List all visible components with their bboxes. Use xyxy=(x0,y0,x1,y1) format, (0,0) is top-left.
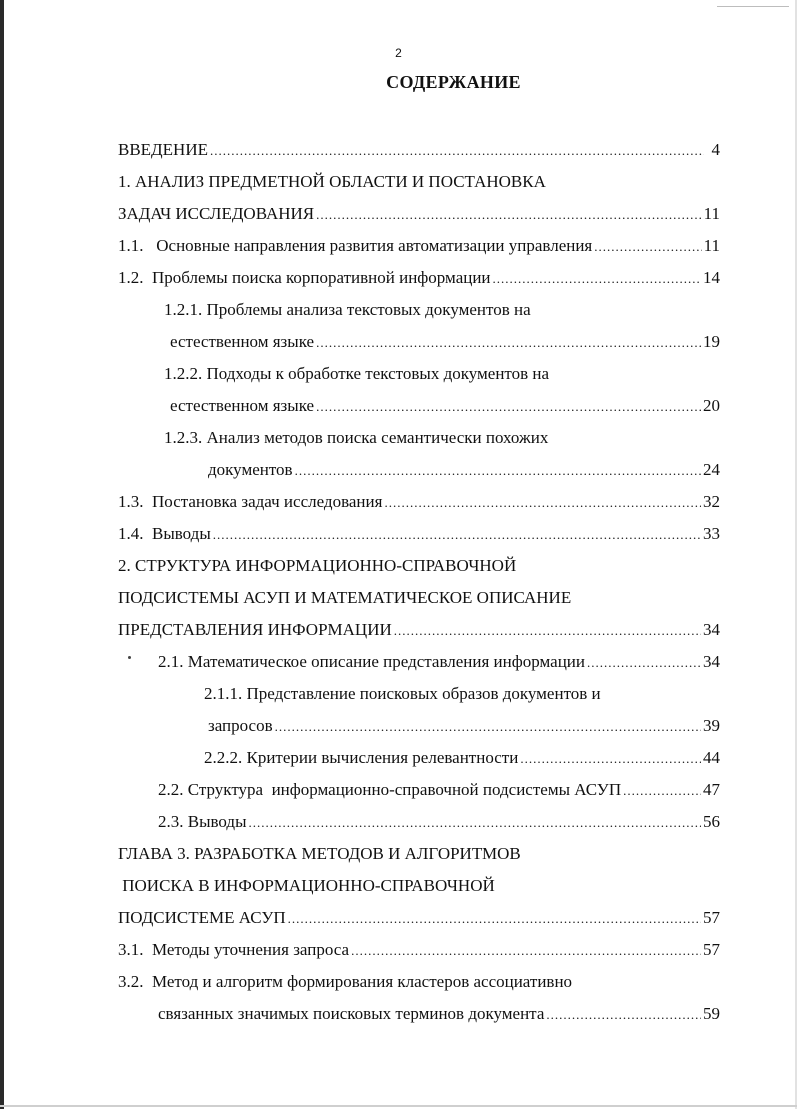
page-number: 2 xyxy=(395,46,402,60)
toc-entry-1-4[interactable] xyxy=(118,521,720,547)
toc-entry-1-2-2[interactable] xyxy=(170,393,720,419)
toc-entry-page: 32 xyxy=(703,492,720,511)
toc-entry-1-2-1-line-1[interactable] xyxy=(164,297,720,323)
toc-entry-text: 2.3. Выводы xyxy=(158,812,247,831)
toc-entry-page: 34 xyxy=(703,652,720,671)
toc-entry-text: 2.2.2. Критерии вычисления релевантности xyxy=(204,748,519,767)
toc-entry-text: ЗАДАЧ ИССЛЕДОВАНИЯ xyxy=(118,204,315,223)
toc-entry-page: 57 xyxy=(703,940,720,959)
toc-entry-page: 59 xyxy=(703,1004,720,1023)
toc-leader-dots xyxy=(275,714,701,740)
toc-entry-page: 11 xyxy=(703,236,720,255)
toc-entry-chapter-1[interactable] xyxy=(118,201,720,227)
toc-entry-text: 1.1. Основные направления развития автоматизации управления xyxy=(118,236,593,255)
toc-entry-page: 24 xyxy=(703,460,720,479)
toc-leader-dots xyxy=(394,618,701,644)
toc-entry-1-2-1[interactable] xyxy=(170,329,720,355)
toc-entry-page: 14 xyxy=(703,268,720,287)
toc-entry-2-3[interactable] xyxy=(158,809,720,835)
toc-leader-dots xyxy=(587,650,701,676)
toc-entry-text: ПРЕДСТАВЛЕНИЯ ИНФОРМАЦИИ xyxy=(118,620,392,639)
toc-entry-introduction[interactable] xyxy=(118,137,720,163)
toc-entry-chapter-2[interactable] xyxy=(118,617,720,643)
toc-leader-dots xyxy=(210,138,704,164)
toc-leader-dots xyxy=(316,202,701,228)
toc-entry-2-2-2[interactable] xyxy=(204,745,720,771)
toc-entry-page: 56 xyxy=(703,812,720,831)
toc-entry-1-2-3-line-1[interactable] xyxy=(164,425,720,451)
toc-entry-2-1-1[interactable] xyxy=(208,713,720,739)
toc-entry-text: запросов xyxy=(208,716,273,735)
toc-entry-text: 1.4. Выводы xyxy=(118,524,211,543)
toc-entry-text: ВВЕДЕНИЕ xyxy=(118,140,208,159)
toc-entry-chapter-2-line-1[interactable] xyxy=(118,553,720,579)
toc-leader-dots xyxy=(249,810,701,836)
scan-speck xyxy=(128,656,131,659)
toc-entry-page: 47 xyxy=(703,780,720,799)
toc-entry-text: 2.2. Структура информационно-справочной подсистемы АСУП xyxy=(158,780,622,799)
toc-entry-text: естественном языке xyxy=(170,396,315,415)
toc-entry-text: 1. АНАЛИЗ ПРЕДМЕТНОЙ ОБЛАСТИ И ПОСТАНОВКА xyxy=(118,172,546,191)
toc-entry-1-1[interactable] xyxy=(118,233,720,259)
toc-entry-text: 1.2. Проблемы поиска корпоративной информации xyxy=(118,268,491,287)
toc-leader-dots xyxy=(316,394,701,420)
toc-leader-dots xyxy=(213,522,701,548)
toc-entry-text: связанных значимых поисковых терминов документа xyxy=(158,1004,545,1023)
toc-entry-chapter-1-line-1[interactable] xyxy=(118,169,720,195)
toc-leader-dots xyxy=(546,1002,701,1028)
toc-entry-3-2[interactable] xyxy=(158,1001,720,1027)
toc-leader-dots xyxy=(316,330,701,356)
toc-leader-dots xyxy=(493,266,701,292)
toc-entry-page: 19 xyxy=(703,332,720,351)
toc-entry-page: 11 xyxy=(703,204,720,223)
toc-entry-text: ПОДСИСТЕМЫ АСУП И МАТЕМАТИЧЕСКОЕ ОПИСАНИЕ xyxy=(118,588,572,607)
toc-entry-text: 3.2. Метод и алгоритм формирования кластеров ассоциативно xyxy=(118,972,573,991)
toc-entry-text: ГЛАВА 3. РАЗРАБОТКА МЕТОДОВ И АЛГОРИТМОВ xyxy=(118,844,521,863)
scan-mark-top xyxy=(717,6,789,7)
toc-entry-page: 33 xyxy=(703,524,720,543)
toc-entry-chapter-3-line-1[interactable] xyxy=(118,841,720,867)
toc-entry-page: 39 xyxy=(703,716,720,735)
scan-edge-bottom xyxy=(0,1105,797,1107)
toc-entry-chapter-2-line-2[interactable] xyxy=(118,585,720,611)
toc-entry-text: 2.1. Математическое описание представления информации xyxy=(158,652,585,671)
toc-entry-text: 2. СТРУКТУРА ИНФОРМАЦИОННО-СПРАВОЧНОЙ xyxy=(118,556,517,575)
toc-leader-dots xyxy=(384,490,701,516)
toc-entry-page: 34 xyxy=(703,620,720,639)
toc-entry-page: 44 xyxy=(703,748,720,767)
toc-entry-text: 1.2.2. Подходы к обработке текстовых документов на xyxy=(164,364,550,383)
toc-entry-3-2-line-1[interactable] xyxy=(118,969,720,995)
toc-entry-text: 1.2.1. Проблемы анализа текстовых документов на xyxy=(164,300,531,319)
toc-entry-text: ПОИСКА В ИНФОРМАЦИОННО-СПРАВОЧНОЙ xyxy=(118,876,495,895)
page-title: СОДЕРЖАНИЕ xyxy=(386,72,521,92)
toc-leader-dots xyxy=(288,906,701,932)
toc-entry-page: 57 xyxy=(703,908,720,927)
toc-entry-2-2[interactable] xyxy=(158,777,720,803)
toc-entry-1-2-2-line-1[interactable] xyxy=(164,361,720,387)
toc-entry-2-1[interactable] xyxy=(158,649,720,675)
toc-entry-1-2[interactable] xyxy=(118,265,720,291)
toc-leader-dots xyxy=(351,938,701,964)
toc-entry-1-2-3[interactable] xyxy=(208,457,720,483)
toc-leader-dots xyxy=(295,458,701,484)
toc-entry-2-1-1-line-1[interactable] xyxy=(204,681,720,707)
scan-edge-left xyxy=(0,0,4,1109)
toc-entry-3-1[interactable] xyxy=(118,937,720,963)
toc-entry-chapter-3-line-2[interactable] xyxy=(118,873,720,899)
toc-leader-dots xyxy=(520,746,701,772)
toc-entry-text: документов xyxy=(208,460,293,479)
toc-leader-dots xyxy=(594,234,701,260)
toc-leader-dots xyxy=(623,778,701,804)
toc-entry-page: 4 xyxy=(711,140,720,159)
toc-entry-text: 1.3. Постановка задач исследования xyxy=(118,492,383,511)
toc-entry-text: 3.1. Методы уточнения запроса xyxy=(118,940,350,959)
toc-entry-page: 20 xyxy=(703,396,720,415)
toc-entry-text: 1.2.3. Анализ методов поиска семантически похожих xyxy=(164,428,549,447)
toc-entry-chapter-3[interactable] xyxy=(118,905,720,931)
toc-entry-text: 2.1.1. Представление поисковых образов документов и xyxy=(204,684,601,703)
toc-entry-1-3[interactable] xyxy=(118,489,720,515)
toc-entry-text: естественном языке xyxy=(170,332,315,351)
toc-entry-text: ПОДСИСТЕМЕ АСУП xyxy=(118,908,286,927)
